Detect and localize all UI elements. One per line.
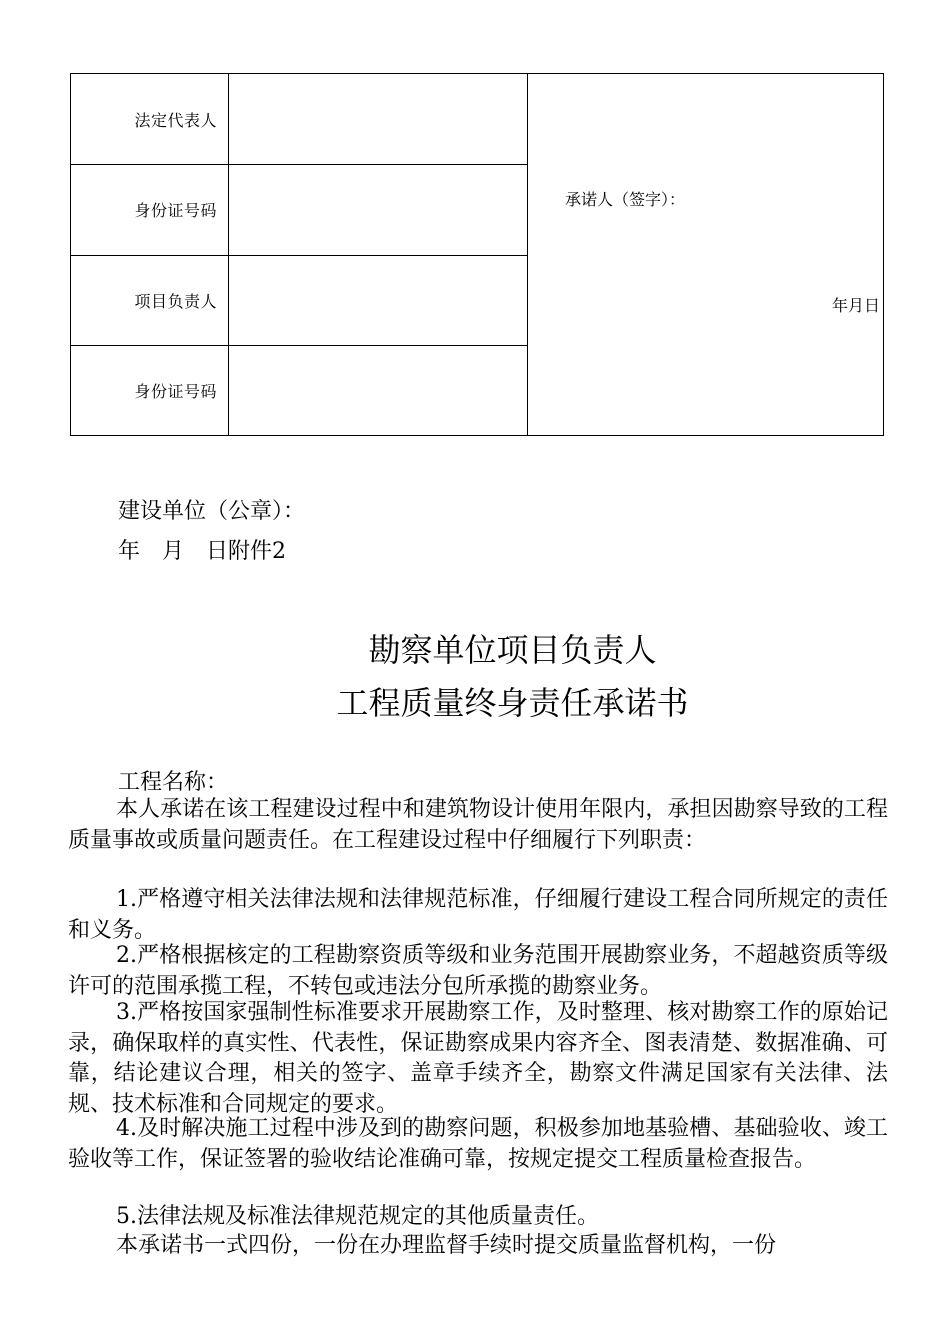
duty-item-2: 2.严格根据核定的工程勘察资质等级和业务范围开展勘察业务，不超越资质等级许可的范围承揽工程，不转包或违法分包所承揽的勘察业务。 bbox=[68, 943, 888, 999]
stamp-date-line: 年 月 日附件2 bbox=[118, 539, 286, 564]
construction-unit-seal-line: 建设单位（公章）： bbox=[118, 499, 306, 524]
signature-date-label: 年月日 bbox=[831, 296, 880, 315]
promisor-signature-label: 承诺人（签字）： bbox=[565, 190, 686, 209]
copies-paragraph: 本承诺书一式四份，一份在办理监督手续时提交质量监督机构，一份 bbox=[116, 1233, 777, 1258]
document-title-line2: 工程质量终身责任承诺书 bbox=[336, 684, 689, 722]
legal-representative-label: 法定代表人 bbox=[134, 110, 217, 130]
project-name-label: 工程名称： bbox=[118, 770, 229, 795]
duty-item-3: 3.严格按国家强制性标准要求开展勘察工作，及时整理、核对勘察工作的原始记录，确保取样的真实性、代表性，保证勘察成果内容齐全、图表清楚、数据准确、可靠，结论建议合理，相关的签字、盖章手续齐全，勘察文件满足国家有关法律、法规、技术标准和合同规定的要求。 bbox=[68, 1000, 888, 1117]
duty-item-4: 4.及时解决施工过程中涉及到的勘察问题，积极参加地基验槽、基础验收、竣工验收等工作，保证签署的验收结论准确可靠，按规定提交工程质量检查报告。 bbox=[68, 1116, 888, 1172]
signature-table bbox=[70, 73, 884, 436]
duty-item-1: 1.严格遵守相关法律法规和法律规范标准，仔细履行建设工程合同所规定的责任和义务。 bbox=[68, 887, 888, 943]
duty-item-5: 5.法律法规及标准法律规范规定的其他质量责任。 bbox=[116, 1204, 599, 1229]
intro-paragraph: 本人承诺在该工程建设过程中和建筑物设计使用年限内，承担因勘察导致的工程质量事故或质量问题责任。在工程建设过程中仔细履行下列职责： bbox=[68, 797, 888, 853]
document-title-line1: 勘察单位项目负责人 bbox=[368, 631, 657, 669]
project-leader-label: 项目负责人 bbox=[134, 291, 217, 311]
id-number-label: 身份证号码 bbox=[134, 200, 217, 220]
id-number-label: 身份证号码 bbox=[134, 381, 217, 401]
